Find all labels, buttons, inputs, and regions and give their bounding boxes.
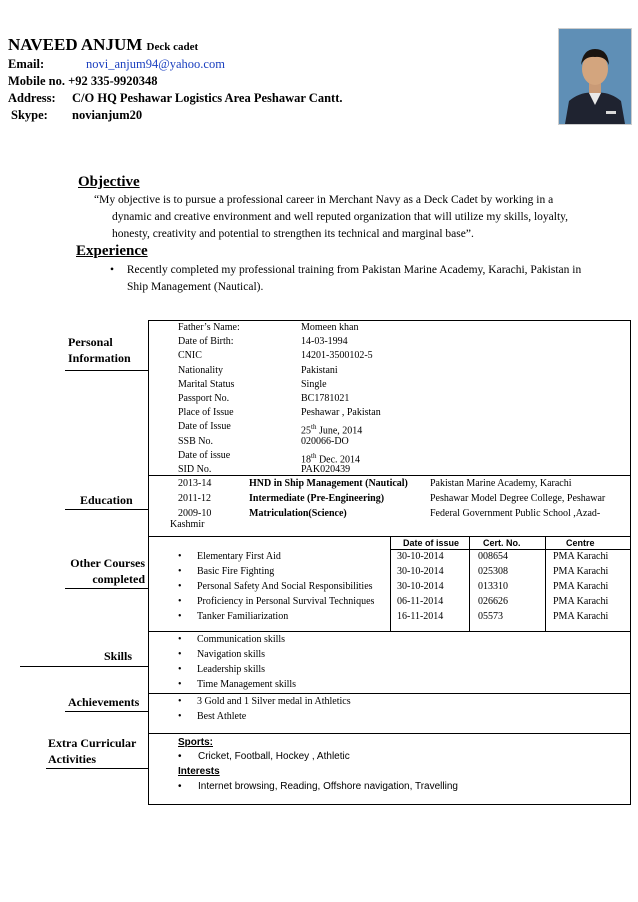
label-achievements: Achievements	[68, 695, 140, 709]
education-degree: Intermediate (Pre-Engineering)	[249, 493, 385, 504]
mobile-value: +92 335-9920348	[68, 74, 158, 88]
course-name	[178, 610, 288, 624]
profile-photo	[558, 28, 632, 125]
personal-field-value	[301, 349, 373, 363]
skype-value: novianjum20	[72, 108, 143, 122]
course-centre: PMA Karachi	[553, 596, 609, 607]
bullet-icon: •	[178, 696, 182, 707]
value-rest: Dec. 2014	[316, 454, 361, 466]
interests-heading: Interests	[178, 766, 220, 777]
candidate-role: Deck cadet	[146, 41, 199, 53]
value-rest: June, 2014	[316, 425, 363, 437]
address-label: Address:	[8, 91, 56, 105]
value-text: 14201-3500102-5	[301, 350, 373, 362]
experience-item: • Recently completed my professional training from Pakistan Marine Academy, Karachi, Pakistan in	[110, 262, 581, 279]
personal-field-value	[301, 463, 350, 477]
interests-item: • Internet browsing, Reading, Offshore navigation, Travelling	[178, 781, 458, 792]
bullet-icon: •	[178, 581, 182, 592]
course-date: 30-10-2014	[397, 551, 444, 562]
personal-field-label: Date of Birth:	[178, 336, 234, 348]
skill-text: Leadership skills	[197, 664, 266, 675]
section-divider	[148, 733, 631, 734]
objective-line-2: dynamic and creative environment and well reputed organization that will utilize my skills, loyalty,	[112, 211, 569, 223]
divider	[20, 666, 148, 667]
value-text: PAK020439	[301, 464, 351, 475]
mobile-row	[8, 74, 158, 89]
value-text: 18	[301, 454, 311, 466]
divider	[65, 370, 148, 371]
bullet-icon: •	[178, 679, 182, 690]
bullet-icon: •	[178, 611, 182, 622]
bullet-icon: •	[178, 551, 182, 562]
course-cert-no: 013310	[478, 581, 508, 592]
value-superscript: th	[311, 423, 317, 432]
personal-field-value	[301, 406, 381, 420]
course-name	[178, 565, 274, 579]
course-name-text: Basic Fire Fighting	[197, 566, 275, 577]
personal-field-value	[301, 321, 359, 335]
course-centre: PMA Karachi	[553, 566, 609, 577]
objective-line-3: honesty, creativity and potential to strengthen its technical and marginal base”.	[112, 228, 474, 240]
experience-heading: Experience	[76, 243, 148, 259]
address-value: C/O HQ Peshawar Logistics Area Peshawar Cantt.	[72, 91, 343, 105]
section-divider	[148, 631, 631, 632]
divider	[65, 509, 148, 510]
column-header-cert: Cert. No.	[483, 538, 521, 548]
course-date: 16-11-2014	[397, 611, 444, 622]
label-education: Education	[80, 493, 133, 507]
personal-field-label: SSB No.	[178, 435, 214, 447]
divider	[65, 588, 148, 589]
course-name	[178, 580, 373, 594]
course-centre: PMA Karachi	[553, 611, 609, 622]
course-centre: PMA Karachi	[553, 551, 609, 562]
skill-item	[178, 633, 285, 647]
email-row	[8, 57, 225, 72]
bullet-icon: •	[178, 664, 182, 675]
objective-heading: Objective	[78, 174, 140, 190]
bullet-icon: •	[178, 711, 182, 722]
bullet-icon: •	[178, 649, 182, 660]
personal-field-label: SID No.	[178, 464, 212, 475]
course-date: 06-11-2014	[397, 596, 444, 607]
education-year: 2013-14	[178, 478, 212, 489]
education-institution: Peshawar Model Degree College, Peshawar	[430, 493, 606, 504]
education-year: 2009-10	[178, 508, 212, 519]
mobile-label: Mobile no.	[8, 74, 65, 88]
course-name	[178, 595, 374, 609]
section-divider	[148, 693, 631, 694]
education-degree: Matriculation(Science)	[249, 508, 347, 519]
value-text: 020066-DO	[301, 435, 349, 447]
person-portrait-icon	[559, 29, 631, 124]
value-text: Single	[301, 378, 327, 390]
objective-line-1: “My objective is to pursue a professional career in Merchant Navy as a Deck Cadet by working in a	[94, 194, 554, 206]
personal-field-value	[301, 335, 348, 349]
divider	[46, 768, 148, 769]
course-name-text: Tanker Familiarization	[197, 611, 289, 622]
value-superscript: th	[311, 451, 317, 460]
label-personal: Personal Information	[68, 335, 131, 365]
course-name-text: Personal Safety And Social Responsibilities	[197, 581, 373, 592]
course-cert-no: 008654	[478, 551, 508, 562]
bullet-icon: •	[110, 264, 115, 276]
skill-item	[178, 663, 265, 677]
personal-field-value	[301, 435, 349, 449]
sports-heading: Sports:	[178, 737, 213, 748]
personal-field-label: CNIC	[178, 350, 202, 362]
personal-field-label: Father’s Name:	[178, 322, 240, 333]
education-institution: Federal Government Public School ,Azad-	[430, 508, 601, 519]
table-column-rule	[469, 537, 470, 631]
address-row	[8, 91, 343, 106]
education-wrap-text: Kashmir	[170, 519, 205, 530]
personal-field-value	[301, 392, 349, 406]
column-header-date: Date of issue	[403, 538, 460, 548]
course-name-text: Proficiency in Personal Survival Techniques	[197, 596, 375, 607]
course-name	[178, 550, 281, 564]
value-text: 25	[301, 425, 311, 437]
divider	[65, 711, 148, 712]
personal-field-label: Nationality	[178, 364, 223, 376]
section-divider	[148, 475, 631, 476]
personal-field-value	[301, 378, 327, 392]
value-text: 14-03-1994	[301, 336, 348, 348]
course-centre: PMA Karachi	[553, 581, 609, 592]
education-degree: HND in Ship Management (Nautical)	[249, 478, 408, 489]
achievement-text: Best Athlete	[197, 711, 247, 722]
table-column-rule	[390, 537, 391, 631]
course-cert-no: 026626	[478, 596, 508, 607]
skill-text: Communication skills	[197, 634, 286, 645]
course-date: 30-10-2014	[397, 566, 444, 577]
candidate-name: NAVEED ANJUM Deck cadet	[8, 35, 199, 54]
course-date: 30-10-2014	[397, 581, 444, 592]
education-year: 2011-12	[178, 493, 211, 504]
skill-text: Time Management skills	[197, 679, 297, 690]
course-name-text: Elementary First Aid	[197, 551, 281, 562]
skill-item	[178, 648, 265, 662]
bullet-icon: •	[178, 751, 182, 762]
label-skills: Skills	[104, 649, 133, 663]
bullet-icon: •	[178, 634, 182, 645]
sports-item: • Cricket, Football, Hockey , Athletic	[178, 751, 350, 762]
bullet-icon: •	[178, 596, 182, 607]
achievement-text: 3 Gold and 1 Silver medal in Athletics	[197, 696, 351, 707]
email-link[interactable]: novi_anjum94@yahoo.com	[86, 57, 225, 71]
course-cert-no: 05573	[478, 611, 503, 622]
bullet-icon: •	[178, 781, 182, 792]
personal-field-label: Place of Issue	[178, 407, 234, 419]
personal-field-label: Date of issue	[178, 449, 231, 461]
value-text: Momeen khan	[301, 322, 359, 333]
skill-item	[178, 678, 296, 692]
email-label: Email:	[8, 57, 45, 71]
education-institution: Pakistan Marine Academy, Karachi	[430, 478, 572, 489]
achievement-item	[178, 710, 246, 724]
achievement-item	[178, 695, 351, 709]
personal-field-label: Passport No.	[178, 393, 230, 404]
personal-field-value	[301, 364, 338, 378]
value-text: Peshawar , Pakistan	[301, 407, 381, 419]
personal-field-label: Marital Status	[178, 378, 235, 390]
experience-line-2: Ship Management (Nautical).	[127, 281, 264, 293]
column-header-centre: Centre	[566, 538, 595, 548]
value-text: Pakistani	[301, 364, 338, 376]
value-text: BC1781021	[301, 393, 350, 404]
personal-field-label: Date of Issue	[178, 421, 231, 433]
bullet-icon: •	[178, 566, 182, 577]
course-cert-no: 025308	[478, 566, 508, 577]
skype-label: Skype:	[11, 108, 48, 122]
skill-text: Navigation skills	[197, 649, 266, 660]
label-courses: Other Courses completed	[70, 556, 145, 586]
skype-row	[11, 108, 143, 123]
table-column-rule	[545, 537, 546, 631]
label-extra-curricular: Extra Curricular Activities	[48, 736, 137, 766]
